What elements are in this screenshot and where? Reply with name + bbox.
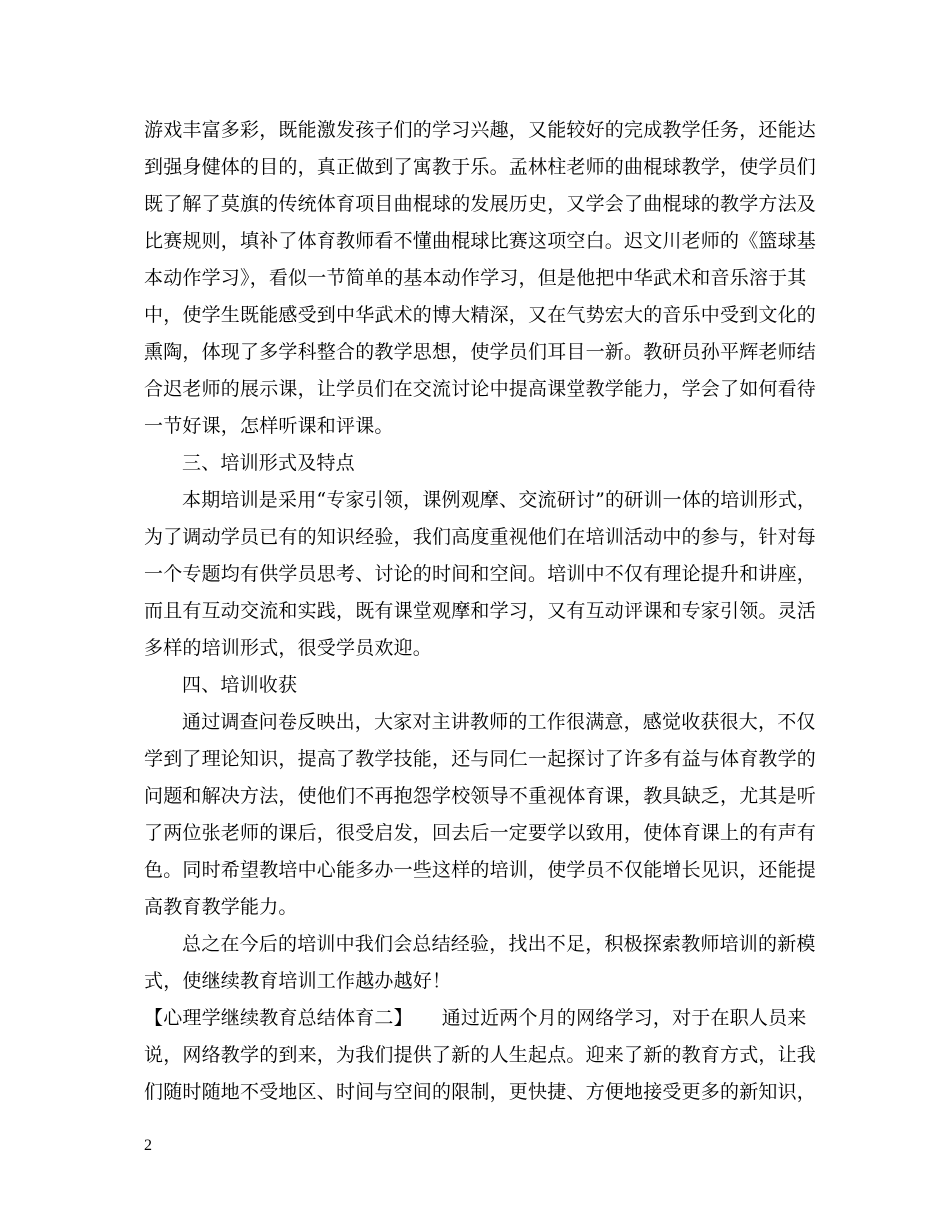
body-line: 们随时随地不受地区、时间与空间的限制，更快捷、方便地接受更多的新知识， <box>144 1081 817 1103</box>
body-line: 既了解了莫旗的传统体育项目曲棍球的发展历史，又学会了曲棍球的教学方法及 <box>144 193 817 215</box>
body-line: 到强身健体的目的，真正做到了寓教于乐。孟林柱老师的曲棍球教学，使学员们 <box>144 156 817 178</box>
body-line: 色。同时希望教培中心能多办一些这样的培训，使学员不仅能增长见识，还能提 <box>144 859 817 881</box>
body-line: 高教育教学能力。 <box>144 896 298 918</box>
body-line: 本期培训是采用“专家引领，课例观摩、交流研讨”的研训一体的培训形式， <box>182 489 817 511</box>
body-line: 为了调动学员已有的知识经验，我们高度重视他们在培训活动中的参与，针对每 <box>144 526 817 548</box>
body-line: 式，使继续教育培训工作越办越好！ <box>144 970 452 992</box>
article-title-line: 【心理学继续教育总结体育二】 通过近两个月的网络学习，对于在职人员来 <box>144 1007 807 1029</box>
body-line: 合迟老师的展示课，让学员们在交流讨论中提高课堂教学能力，学会了如何看待 <box>144 378 817 400</box>
body-line: 一节好课，怎样听课和评课。 <box>144 415 394 437</box>
section-heading: 三、培训形式及特点 <box>182 452 355 474</box>
body-line: 中，使学生既能感受到中华武术的博大精深，又在气势宏大的音乐中受到文化的 <box>144 304 817 326</box>
body-line: 游戏丰富多彩，既能激发孩子们的学习兴趣，又能较好的完成教学任务，还能达 <box>144 119 817 141</box>
body-line: 学到了理论知识，提高了教学技能，还与同仁一起探讨了许多有益与体育教学的 <box>144 748 817 770</box>
body-line: 总之在今后的培训中我们会总结经验，找出不足，积极探索教师培训的新模 <box>182 933 816 955</box>
body-line: 比赛规则，填补了体育教师看不懂曲棍球比赛这项空白。迟文川老师的《篮球基 <box>144 230 817 252</box>
body-line: 了两位张老师的课后，很受启发，回去后一定要学以致用，使体育课上的有声有 <box>144 822 817 844</box>
body-line: 说，网络教学的到来，为我们提供了新的人生起点。迎来了新的教育方式，让我 <box>144 1044 817 1066</box>
body-line: 问题和解决方法，使他们不再抱怨学校领导不重视体育课，教具缺乏，尤其是听 <box>144 785 817 807</box>
body-line: 而且有互动交流和实践，既有课堂观摩和学习，又有互动评课和专家引领。灵活 <box>144 600 817 622</box>
body-line: 熏陶，体现了多学科整合的教学思想，使学员们耳目一新。教研员孙平辉老师结 <box>144 341 817 363</box>
body-line: 多样的培训形式，很受学员欢迎。 <box>144 637 433 659</box>
page-number: 2 <box>144 1137 152 1154</box>
body-line: 一个专题均有供学员思考、讨论的时间和空间。培训中不仅有理论提升和讲座， <box>144 563 817 585</box>
document-body <box>144 114 817 1113</box>
body-line: 通过调查问卷反映出，大家对主讲教师的工作很满意，感觉收获很大，不仅 <box>182 711 816 733</box>
section-heading: 四、培训收获 <box>182 674 298 696</box>
body-line: 本动作学习》，看似一节简单的基本动作学习，但是他把中华武术和音乐溶于其 <box>144 267 807 289</box>
